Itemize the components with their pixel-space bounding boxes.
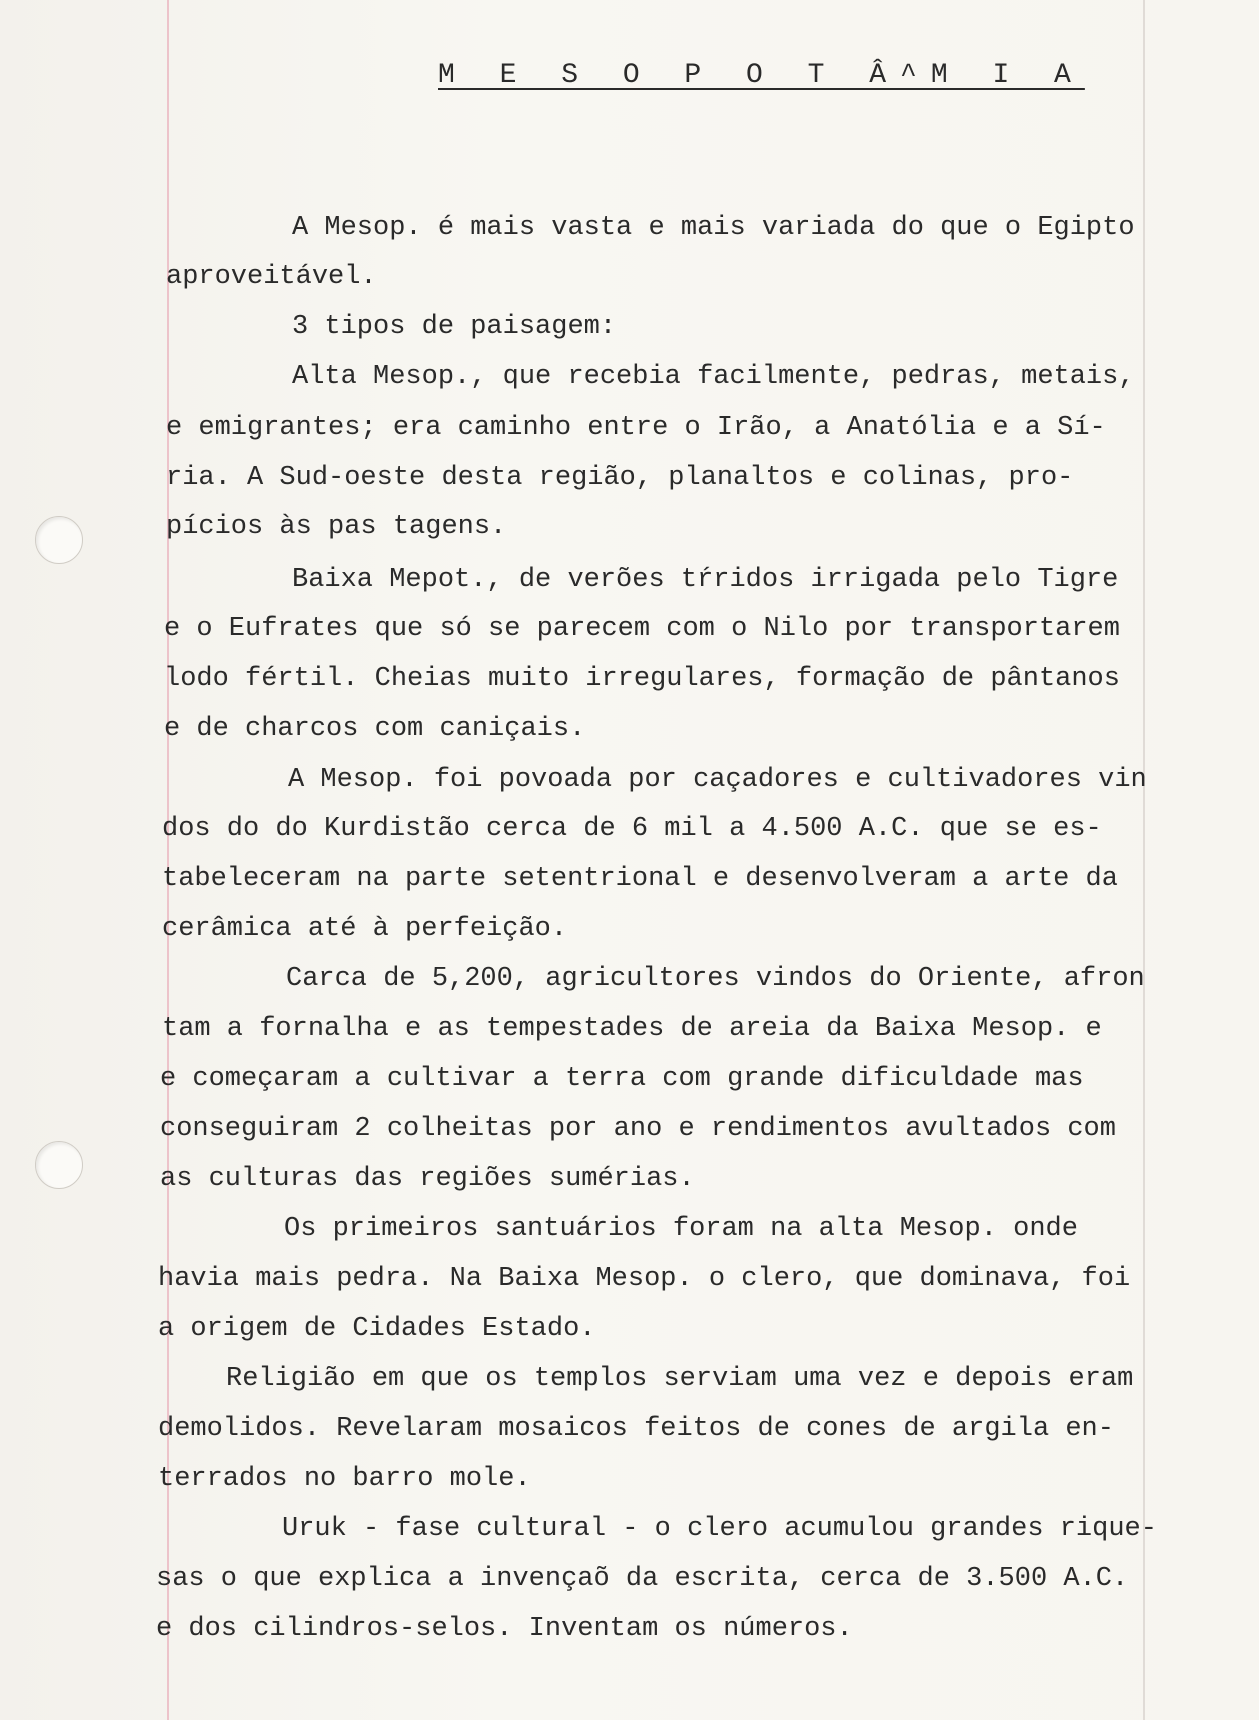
text-line: sas o que explica a invençaõ da escrita, cerca de 3.500 A.C. <box>156 1564 1129 1594</box>
text-line: tam a fornalha e as tempestades de areia da Baixa Mesop. e <box>162 1014 1102 1044</box>
text-line: dos do do Kurdistão cerca de 6 mil a 4.500 A.C. que se es- <box>162 814 1102 844</box>
text-line: e emigrantes; era caminho entre o Irão, a Anatólia e a Sí- <box>166 413 1106 443</box>
text-line: Carca de 5,200, agricultores vindos do Oriente, afron <box>286 964 1145 994</box>
text-line: Os primeiros santuários foram na alta Mesop. onde <box>284 1214 1078 1244</box>
page-title: M E S O P O T Â^M I A <box>438 60 1085 91</box>
text-line: tabeleceram na parte setentrional e desenvolveram a arte da <box>162 864 1118 894</box>
text-line: a origem de Cidades Estado. <box>158 1314 596 1344</box>
text-line: demolidos. Revelaram mosaicos feitos de cones de argila en- <box>158 1414 1114 1444</box>
text-line: Baixa Mepot., de verões tŕridos irrigada pelo Tigre <box>292 565 1119 595</box>
punch-hole <box>35 1141 83 1189</box>
margin-line <box>167 0 169 1720</box>
text-line: cerâmica até à perfeição. <box>162 914 568 944</box>
text-line: terrados no barro mole. <box>158 1464 531 1494</box>
fold-line <box>1143 0 1145 1720</box>
text-line: 3 tipos de paisagem: <box>292 312 617 342</box>
text-line: pícios às pas tagens. <box>166 512 507 542</box>
text-line: lodo fértil. Cheias muito irregulares, formação de pântanos <box>164 664 1120 694</box>
text-line: A Mesop. foi povoada por caçadores e cultivadores vin <box>288 765 1147 795</box>
text-line: ria. A Sud-oeste desta região, planaltos e colinas, pro- <box>166 463 1074 493</box>
text-line: Religião em que os templos serviam uma vez e depois eram <box>226 1364 1134 1394</box>
text-line: aproveitável. <box>166 262 377 292</box>
text-line: havia mais pedra. Na Baixa Mesop. o clero, que dominava, foi <box>158 1264 1131 1294</box>
text-line: e começaram a cultivar a terra com grande dificuldade mas <box>160 1064 1084 1094</box>
text-line: A Mesop. é mais vasta e mais variada do que o Egipto <box>292 213 1135 243</box>
text-line: e dos cilindros-selos. Inventam os números. <box>156 1614 853 1644</box>
text-line: e o Eufrates que só se parecem com o Nilo por transportarem <box>164 614 1120 644</box>
text-line: Uruk - fase cultural - o clero acumulou grandes rique- <box>282 1514 1157 1544</box>
text-line: Alta Mesop., que recebia facilmente, pedras, metais, <box>292 362 1135 392</box>
punch-hole <box>35 516 83 564</box>
text-line: e de charcos com caniçais. <box>164 714 586 744</box>
text-line: conseguiram 2 colheitas por ano e rendimentos avultados com <box>160 1114 1116 1144</box>
text-line: as culturas das regiões sumérias. <box>160 1164 695 1194</box>
